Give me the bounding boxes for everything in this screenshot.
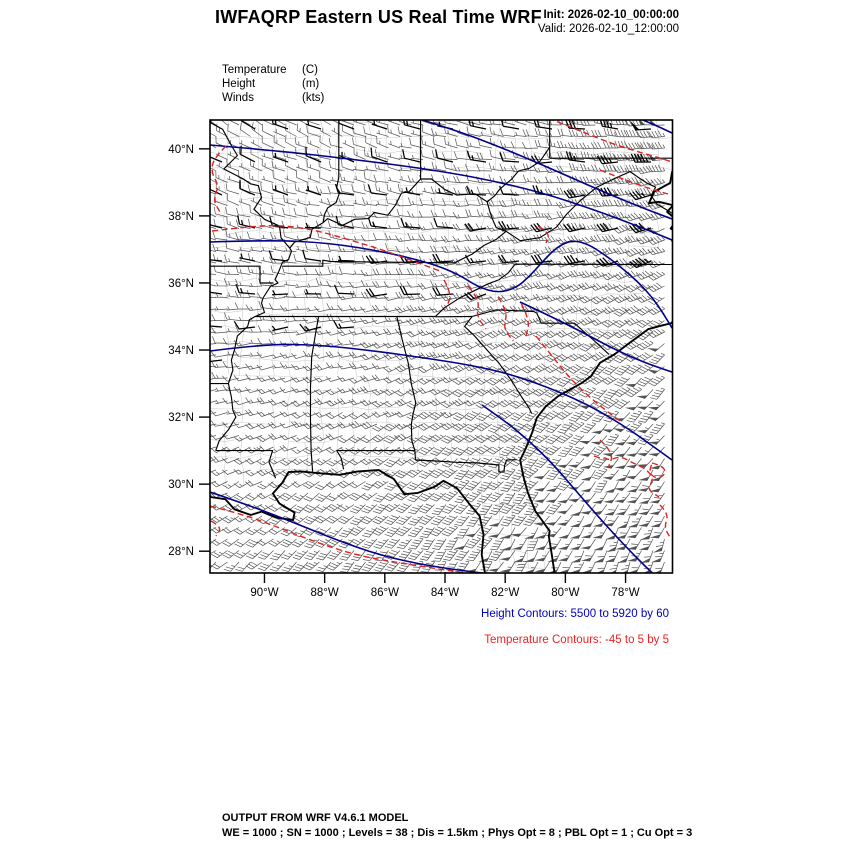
init-label: Init: xyxy=(543,9,565,21)
wind-barbs-fine-layer xyxy=(199,110,665,575)
state-border xyxy=(323,120,340,223)
lat-tick-label: 30°N xyxy=(168,479,194,492)
lon-tick-label: 90°W xyxy=(250,587,279,599)
temperature-contour-line xyxy=(521,303,528,336)
model-footer xyxy=(222,811,692,840)
lat-tick-label: 32°N xyxy=(168,412,194,425)
valid-value: 2026-02-10_12:00:00 xyxy=(569,23,679,35)
page-title: IWFAQRP Eastern US Real Time WRF xyxy=(215,7,542,27)
lon-tick-label: 86°W xyxy=(370,587,399,599)
footer-model-line: OUTPUT FROM WRF V4.6.1 MODEL xyxy=(222,812,409,824)
legend-item-temperature: Temperature (C) xyxy=(222,64,318,76)
lat-tick-label: 38°N xyxy=(168,210,194,223)
lon-tick-label: 82°W xyxy=(491,587,520,599)
lat-tick-label: 36°N xyxy=(168,277,194,290)
height-contour-annotation: Height Contours: 5500 to 5920 by 60 xyxy=(481,608,669,620)
legend-item-height: Height (m) xyxy=(222,78,320,90)
wind-barbs-coarse xyxy=(201,112,651,362)
footer-params-line: WE = 1000 ; SN = 1000 ; Levels = 38 ; Dis = 1.5km ; Phys Opt = 8 ; PBL Opt = 1 ; Cu Opt = 3 xyxy=(222,826,693,839)
map-layers xyxy=(199,110,746,575)
coastline xyxy=(687,132,746,245)
lon-tick-label: 80°W xyxy=(551,587,580,599)
temperature-contour-annotation: Temperature Contours: -45 to 5 by 5 xyxy=(484,634,669,646)
lon-tick-label: 84°W xyxy=(430,587,460,599)
legend-item-winds: Winds (kts) xyxy=(222,92,325,104)
lat-tick-label: 40°N xyxy=(168,143,194,156)
wind-barbs-coarse-layer xyxy=(201,112,651,362)
valid-label: Valid: xyxy=(537,23,566,35)
height-contour-line xyxy=(520,302,672,372)
lat-tick-label: 28°N xyxy=(168,546,194,559)
lon-tick-label: 88°W xyxy=(310,587,339,599)
lon-tick-label: 78°W xyxy=(611,587,640,599)
lat-tick-label: 34°N xyxy=(168,345,194,358)
init-value: 2026-02-10_00:00:00 xyxy=(567,9,679,21)
